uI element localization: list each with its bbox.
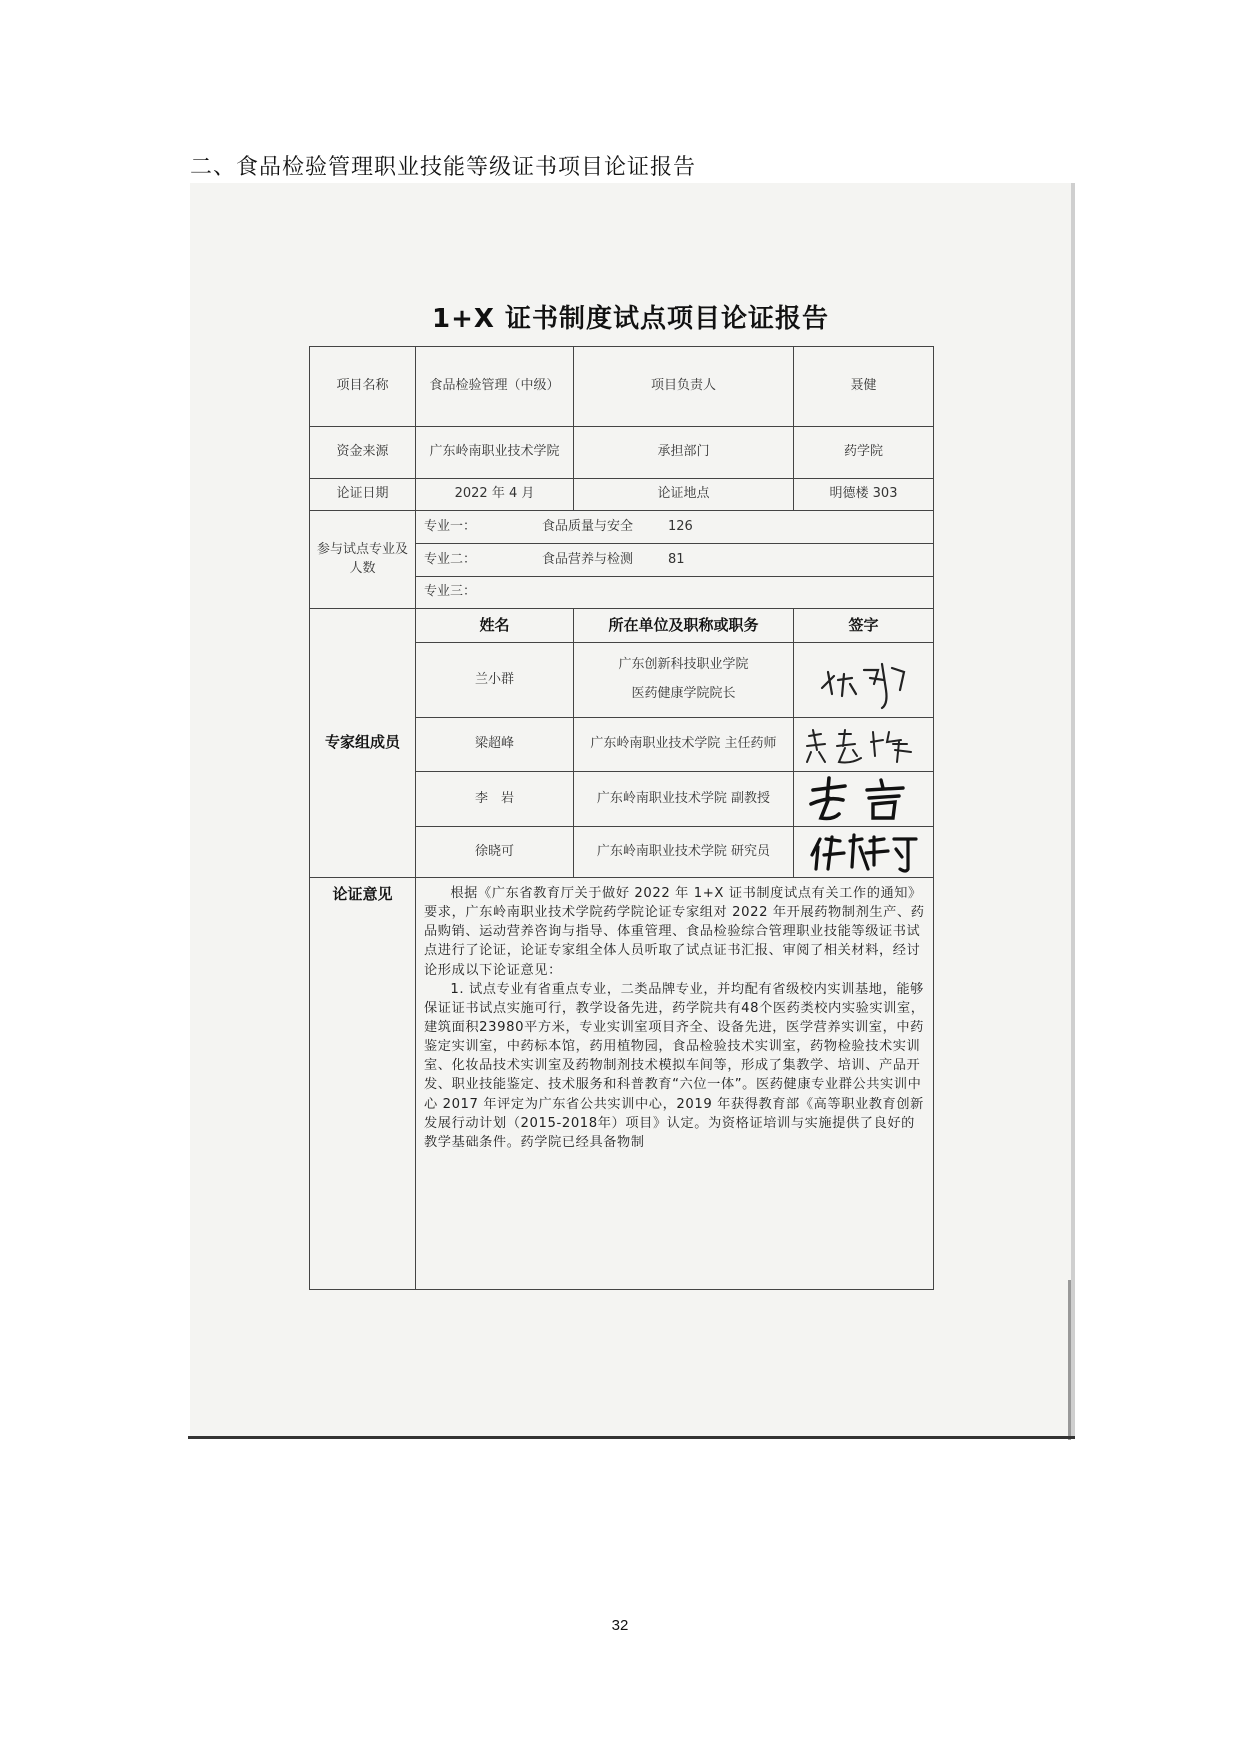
experts-header-signature: 签字 (794, 609, 934, 643)
expert-unit: 广东岭南职业技术学院 研究员 (574, 827, 794, 878)
major-label: 专业二： (424, 551, 477, 567)
expert-signature (794, 718, 934, 772)
major-name: 食品质量与安全 (542, 518, 634, 534)
page-divider (188, 1436, 1075, 1439)
handwritten-signature (799, 722, 929, 768)
expert-unit: 广东岭南职业技术学院 副教授 (574, 772, 794, 827)
opinion-paragraph: 1. 试点专业有省重点专业，二类品牌专业，并均配有省级校内实训基地，能够保证证书试点实施可行，教学设备先进，药学院共有48个医药类校内实验实训室，建筑面积23980平方米，专业实训室项目齐全、设备先进，医学营养实训室，中药鉴定实训室，中药标本馆，药用植物园，食品检验技术实训室，药物检验技术实训室、化妆品技术实训室及药物制剂技术模拟车间等，形成了集教学、培训、产品开发、职业技能鉴定、技术服务和科普教育“六位一体”。医药健康专业群公共实训中心 2017 年评定为广东省公共实训中心，2019 年获得教育部《高等职业教育创新发展行动计划（2015-2018年）项目》认定。为资格证培训与实施提供了良好的教学基础条件。药学院已经具备物制 (424, 981, 925, 1150)
place-label: 论证地点 (574, 479, 794, 511)
expert-signature (794, 827, 934, 878)
report-title: 1+X 证书制度试点项目论证报告 (432, 304, 829, 334)
major-row (416, 577, 934, 609)
expert-unit: 广东岭南职业技术学院 主任药师 (574, 718, 794, 772)
leader-label: 项目负责人 (574, 347, 794, 427)
funding-value: 广东岭南职业技术学院 (416, 427, 574, 479)
opinion-paragraph: 根据《广东省教育厅关于做好 2022 年 1+X 证书制度试点有关工作的通知》要求，广东岭南职业技术学院药学院论证专家组对 2022 年开展药物制剂生产、药品购销、运动营养咨询与指导、体重管理、食品检验综合管理职业技能等级证书试点进行了论证，论证专家组全体人员听取了试点证书汇报、审阅了相关材料，经讨论形成以下论证意见： (424, 886, 925, 978)
expert-name: 梁超峰 (416, 718, 574, 772)
expert-name: 兰小群 (416, 643, 574, 718)
leader-value: 聂健 (794, 347, 934, 427)
major-count: 81 (668, 551, 685, 567)
major-name: 食品营养与检测 (542, 551, 634, 567)
project-name-value: 食品检验管理（中级） (416, 347, 574, 427)
experts-header-name: 姓名 (416, 609, 574, 643)
expert-signature (794, 643, 934, 718)
date-value: 2022 年 4 月 (416, 479, 574, 511)
project-name-label: 项目名称 (310, 347, 416, 427)
major-label: 专业三： (424, 584, 477, 600)
handwritten-signature (804, 829, 924, 875)
major-count: 126 (668, 518, 693, 534)
major-row (416, 511, 934, 544)
expert-signature (794, 772, 934, 827)
dept-value: 药学院 (794, 427, 934, 479)
handwritten-signature (804, 650, 924, 710)
section-heading: 二、食品检验管理职业技能等级证书项目论证报告 (190, 155, 697, 180)
opinion-label: 论证意见 (310, 878, 416, 1290)
expert-name: 李 岩 (416, 772, 574, 827)
handwritten-signature (799, 774, 929, 824)
experts-header-unit: 所在单位及职称或职务 (574, 609, 794, 643)
scan-edge-shadow (1068, 1280, 1071, 1440)
scanned-report-page (190, 183, 1075, 1438)
place-value: 明德楼 303 (794, 479, 934, 511)
opinion-body (416, 878, 934, 1290)
experts-label: 专家组成员 (310, 609, 416, 878)
expert-name: 徐晓可 (416, 827, 574, 878)
majors-label: 参与试点专业及人数 (310, 511, 416, 609)
date-label: 论证日期 (310, 479, 416, 511)
major-row (416, 544, 934, 577)
expert-unit: 广东创新科技职业学院 医药健康学院院长 (574, 643, 794, 718)
funding-label: 资金来源 (310, 427, 416, 479)
dept-label: 承担部门 (574, 427, 794, 479)
page-number: 32 (611, 1617, 629, 1634)
report-table (309, 346, 934, 1290)
major-label: 专业一： (424, 518, 477, 534)
